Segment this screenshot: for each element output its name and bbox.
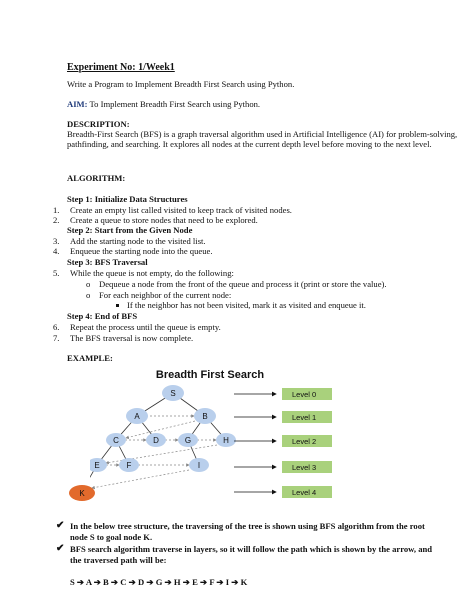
item-number: 2. [53,215,60,225]
note-text: BFS search algorithm traverse in layers, so it will follow the path which is shown by the arrow, and [70,544,433,554]
node-label: H [223,436,229,445]
arrow-right-icon: ➔ [108,577,121,587]
path-node: B [103,577,109,587]
arrow-right-icon: ➔ [229,577,241,587]
traversal-arrows [92,416,217,488]
algorithm-heading: ALGORITHM: [67,173,126,183]
item-number: 1. [53,205,60,215]
aim-text: To Implement Breadth First Search using Python. [87,99,261,109]
sub-bullet-text: For each neighbor of the current node: [99,290,232,300]
example-heading: EXAMPLE: [67,353,113,363]
item-text: Add the starting node to the visited list. [70,236,206,246]
arrow-right-icon: ➔ [74,577,86,587]
level-label: Level 4 [292,488,317,497]
checkmark-icon: ✔ [56,543,65,554]
arrow-right-icon: ➔ [214,577,226,587]
item-text: Create an empty list called visited to keep track of visited nodes. [70,205,292,215]
node-label: K [79,489,85,498]
level-label: Level 0 [292,390,317,399]
path-node: F [209,577,215,587]
step1-heading: Step 1: Initialize Data Structures [67,194,188,204]
note-text: In the below tree structure, the traversing of the tree is shown using BFS algorithm from the root [70,521,425,531]
description-text: Breadth-First Search (BFS) is a graph traversal algorithm used in Artificial Intelligence (AI) for problem-solving, pathfinding, and searching. It explores all nodes at the current depth level before moving to the next level. [67,129,458,150]
path-node: G [155,577,163,587]
circle-bullet-icon: o [86,279,91,289]
level-indicators [232,384,362,504]
description-heading: DESCRIPTION: [67,119,130,129]
goal-node [64,482,100,504]
level-label: Level 1 [292,413,317,422]
path-node: K [240,577,248,587]
diagram-title: Breadth First Search [155,369,265,381]
item-text: Enqueue the starting node into the queue. [70,246,213,256]
checkmark-icon: ✔ [56,520,65,531]
item-text: Repeat the process until the queue is empty. [70,322,221,332]
path-node: C [120,577,127,587]
item-number: 3. [53,236,60,246]
item-number: 6. [53,322,60,332]
item-number: 5. [53,268,60,278]
arrow-right-icon: ➔ [91,577,104,587]
step4-heading: Step 4: End of BFS [67,311,138,321]
sub-bullet-text: Dequeue a node from the front of the queue and process it (print or store the value). [99,279,387,289]
arrow-right-icon: ➔ [162,577,174,587]
sub-sub-bullet-text: If the neighbor has not been visited, mark it as visited and enqueue it. [127,300,366,310]
item-text: While the queue is not empty, do the following: [70,268,234,278]
traversal-path [70,577,247,587]
item-text: Create a queue to store nodes that need to be explored. [70,215,258,225]
node-label: A [134,412,140,421]
arrow-right-icon: ➔ [144,577,156,587]
aim-line [67,99,260,109]
note-text: the traversed path will be: [70,555,167,565]
path-node: A [85,577,92,587]
item-text: The BFS traversal is now complete. [70,333,194,343]
path-node: D [138,577,145,587]
arrow-right-icon: ➔ [197,577,210,587]
node-label: B [202,412,208,421]
square-bullet-icon [116,304,119,307]
node-label: S [170,389,176,398]
node-label: I [197,461,201,470]
level-label: Level 2 [292,437,317,446]
node-label: C [113,436,119,445]
experiment-title: Experiment No: 1/Week1 [67,62,175,73]
arrow-right-icon: ➔ [180,577,193,587]
step3-heading: Step 3: BFS Traversal [67,257,148,267]
aim-label: AIM: [67,99,88,109]
node-label: F [126,461,132,470]
level-label: Level 3 [292,463,317,472]
intro-text: Write a Program to Implement Breadth First Search using Python. [67,79,295,89]
circle-bullet-icon: o [86,290,91,300]
node-label: D [153,436,159,445]
node-label: G [184,436,192,445]
arrow-right-icon: ➔ [126,577,138,587]
node-label: E [94,461,100,470]
item-number: 7. [53,333,60,343]
path-node: H [173,577,181,587]
path-node: E [192,577,198,587]
step2-heading: Step 2: Start from the Given Node [67,225,193,235]
path-node: S [70,577,75,587]
note-text: node S to goal node K. [70,532,153,542]
item-number: 4. [53,246,60,256]
path-node: I [225,577,230,587]
